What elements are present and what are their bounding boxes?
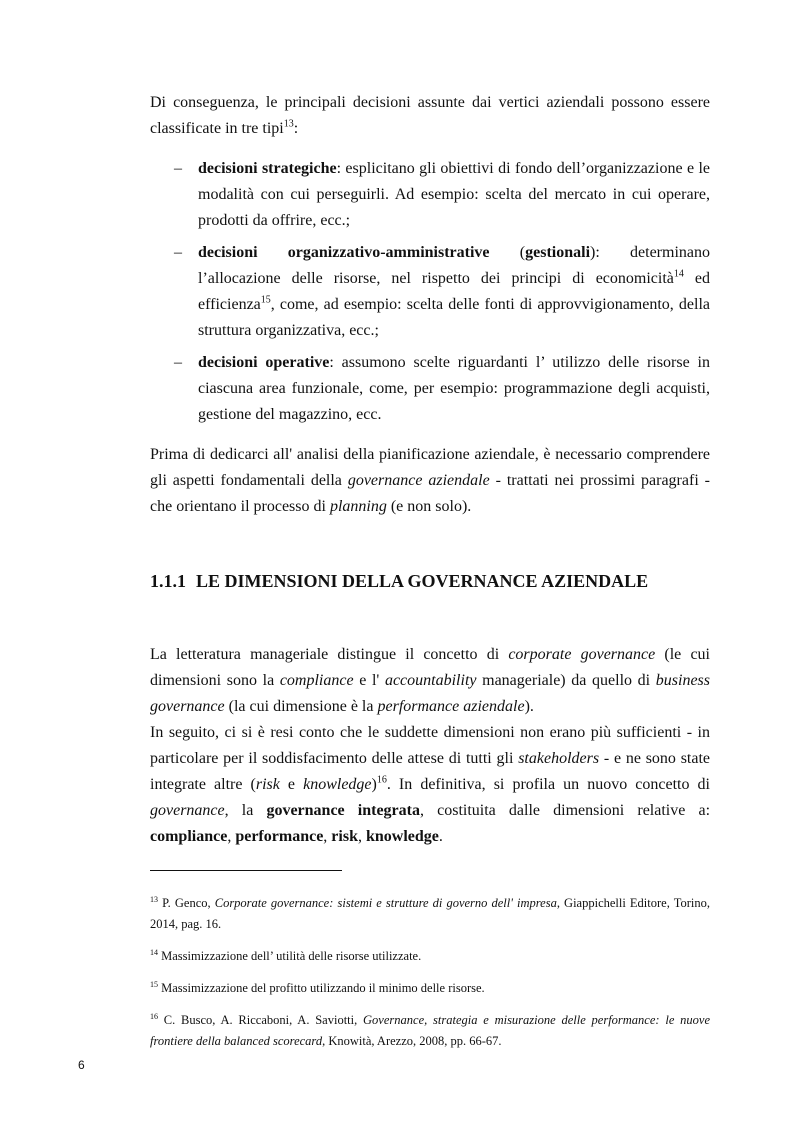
section-title: LE DIMENSIONI DELLA GOVERNANCE AZIENDALE bbox=[196, 571, 649, 591]
text-run: ). bbox=[524, 698, 534, 715]
text-run: e l' bbox=[353, 672, 385, 689]
italic-run: accountability bbox=[384, 672, 477, 689]
italic-run: planning bbox=[329, 498, 387, 515]
item-text: : assumono scelte riguardanti l’ utilizzo delle risorse in ciascuna area funzionale, come, per esempio: programmazione degli acquisti, gestione del magazzino, ecc. bbox=[198, 354, 710, 423]
text-run: (e non solo). bbox=[386, 498, 472, 515]
term-strategic: decisioni strategiche bbox=[198, 160, 337, 177]
text-run: Prima di dedicarci all' analisi della pianificazione aziendale, è necessario comprendere gli aspetti fondamentali della bbox=[150, 446, 710, 489]
list-item-operational bbox=[150, 350, 710, 428]
bold-run: compliance bbox=[150, 828, 228, 845]
italic-run: compliance bbox=[279, 672, 354, 689]
footnote-text: C. Busco, A. Riccaboni, A. Saviotti, bbox=[158, 1013, 364, 1027]
intro-text: Di conseguenza, le principali decisioni assunte dai vertici aziendali possono essere classificate in tre tipi bbox=[150, 94, 710, 137]
item-text: ed efficienza bbox=[198, 270, 710, 313]
italic-run: stakeholders bbox=[518, 750, 600, 767]
paragraph-planning bbox=[150, 442, 710, 520]
italic-run: business governance bbox=[150, 672, 710, 715]
footnote-text: Massimizzazione dell’ utilità delle risorse utilizzate. bbox=[158, 949, 422, 963]
text-run: , bbox=[323, 828, 332, 845]
dash-bullet: – bbox=[174, 354, 182, 371]
footnotes bbox=[150, 893, 710, 1052]
italic-run: corporate governance bbox=[508, 646, 656, 663]
text-run: La letteratura manageriale distingue il concetto di bbox=[150, 646, 509, 663]
footnote-title: Governance, strategia e misurazione delle performance: le nuove frontiere della balanced scorecard bbox=[150, 1013, 710, 1048]
dash-bullet: – bbox=[174, 244, 182, 261]
text-run: , la bbox=[224, 802, 267, 819]
bold-run: governance integrata bbox=[266, 802, 420, 819]
section-number: 1.1.1 bbox=[150, 571, 186, 591]
footnote-text: P. Genco, bbox=[158, 896, 215, 910]
term-organizational: decisioni organizzativo-amministrative bbox=[198, 244, 490, 261]
footnote-number: 14 bbox=[150, 947, 158, 957]
footnote-text: , Knowità, Arezzo, 2008, pp. 66-67. bbox=[322, 1034, 502, 1048]
footnote-text: Massimizzazione del profitto utilizzando il minimo delle risorse. bbox=[158, 981, 485, 995]
text-run: , bbox=[357, 828, 366, 845]
footnote-14 bbox=[150, 946, 710, 967]
bold-run: risk bbox=[331, 828, 358, 845]
intro-paragraph bbox=[150, 90, 710, 142]
footnote-ref-15[interactable]: 15 bbox=[260, 294, 271, 306]
bold-run: performance bbox=[235, 828, 324, 845]
decision-types-list bbox=[150, 156, 710, 428]
footnote-text: , Giappichelli Editore, Torino, 2014, pag. 16. bbox=[150, 896, 710, 931]
footnote-ref-14[interactable]: 14 bbox=[673, 268, 684, 280]
text-run: , costituita dalle dimensioni relative a: bbox=[420, 802, 711, 819]
footnote-16 bbox=[150, 1010, 710, 1052]
text-run: . In definitiva, si profila un nuovo concetto di bbox=[386, 776, 711, 793]
term-gestionali: gestionali bbox=[525, 244, 591, 261]
section-heading bbox=[150, 568, 710, 594]
page-body bbox=[150, 90, 710, 1063]
text-run: (la cui dimensione è la bbox=[224, 698, 378, 715]
footnote-separator bbox=[150, 870, 342, 871]
text-run: manageriale) da quello di bbox=[476, 672, 656, 689]
item-text: ): determinano l’allocazione delle risorse, nel rispetto dei principi di economicità bbox=[198, 244, 711, 287]
text-run: e bbox=[279, 776, 304, 793]
list-item-organizational bbox=[150, 240, 710, 344]
item-text: : esplicitano gli obiettivi di fondo dell’organizzazione e le modalità con cui perseguirli. Ad esempio: scelta del mercato in cui operare, prodotti da offrire, ecc.; bbox=[198, 160, 710, 229]
intro-tail: : bbox=[293, 120, 299, 137]
text-run: (le cui dimensioni sono la bbox=[150, 646, 711, 689]
paragraph-integrated bbox=[150, 720, 710, 850]
text-run: - e ne sono state integrate altre ( bbox=[150, 750, 711, 793]
text-run: , bbox=[227, 828, 236, 845]
text-run: . bbox=[438, 828, 443, 845]
term-operational: decisioni operative bbox=[198, 354, 330, 371]
footnote-number: 16 bbox=[150, 1011, 158, 1021]
italic-run: governance aziendale bbox=[347, 472, 490, 489]
italic-run: performance aziendale bbox=[377, 698, 525, 715]
bold-run: knowledge bbox=[365, 828, 439, 845]
footnote-number: 13 bbox=[150, 894, 158, 904]
text-run: ) bbox=[371, 776, 377, 793]
footnote-15 bbox=[150, 978, 710, 999]
dash-bullet: – bbox=[174, 160, 182, 177]
italic-run: knowledge bbox=[303, 776, 372, 793]
text-run: - trattati nei prossimi paragrafi - che orientano il processo di bbox=[150, 472, 711, 515]
footnote-ref-13[interactable]: 13 bbox=[283, 118, 294, 130]
page-number: 6 bbox=[78, 1058, 85, 1072]
footnote-number: 15 bbox=[150, 979, 158, 989]
italic-run: governance bbox=[150, 802, 225, 819]
item-text: ( bbox=[489, 244, 526, 261]
list-item-strategic bbox=[150, 156, 710, 234]
paragraph-governance bbox=[150, 642, 710, 720]
item-text: , come, ad esempio: scelta delle fonti di approvvigionamento, della struttura organizzativa, ecc.; bbox=[198, 296, 710, 339]
footnote-ref-16[interactable]: 16 bbox=[376, 774, 387, 786]
footnote-13 bbox=[150, 893, 710, 935]
footnote-title: Corporate governance: sistemi e strutture di governo dell' impresa bbox=[214, 896, 557, 910]
text-run: In seguito, ci si è resi conto che le suddette dimensioni non erano più sufficienti - in particolare per il soddisfacimento delle attese di tutti gli bbox=[150, 724, 710, 767]
italic-run: risk bbox=[255, 776, 280, 793]
